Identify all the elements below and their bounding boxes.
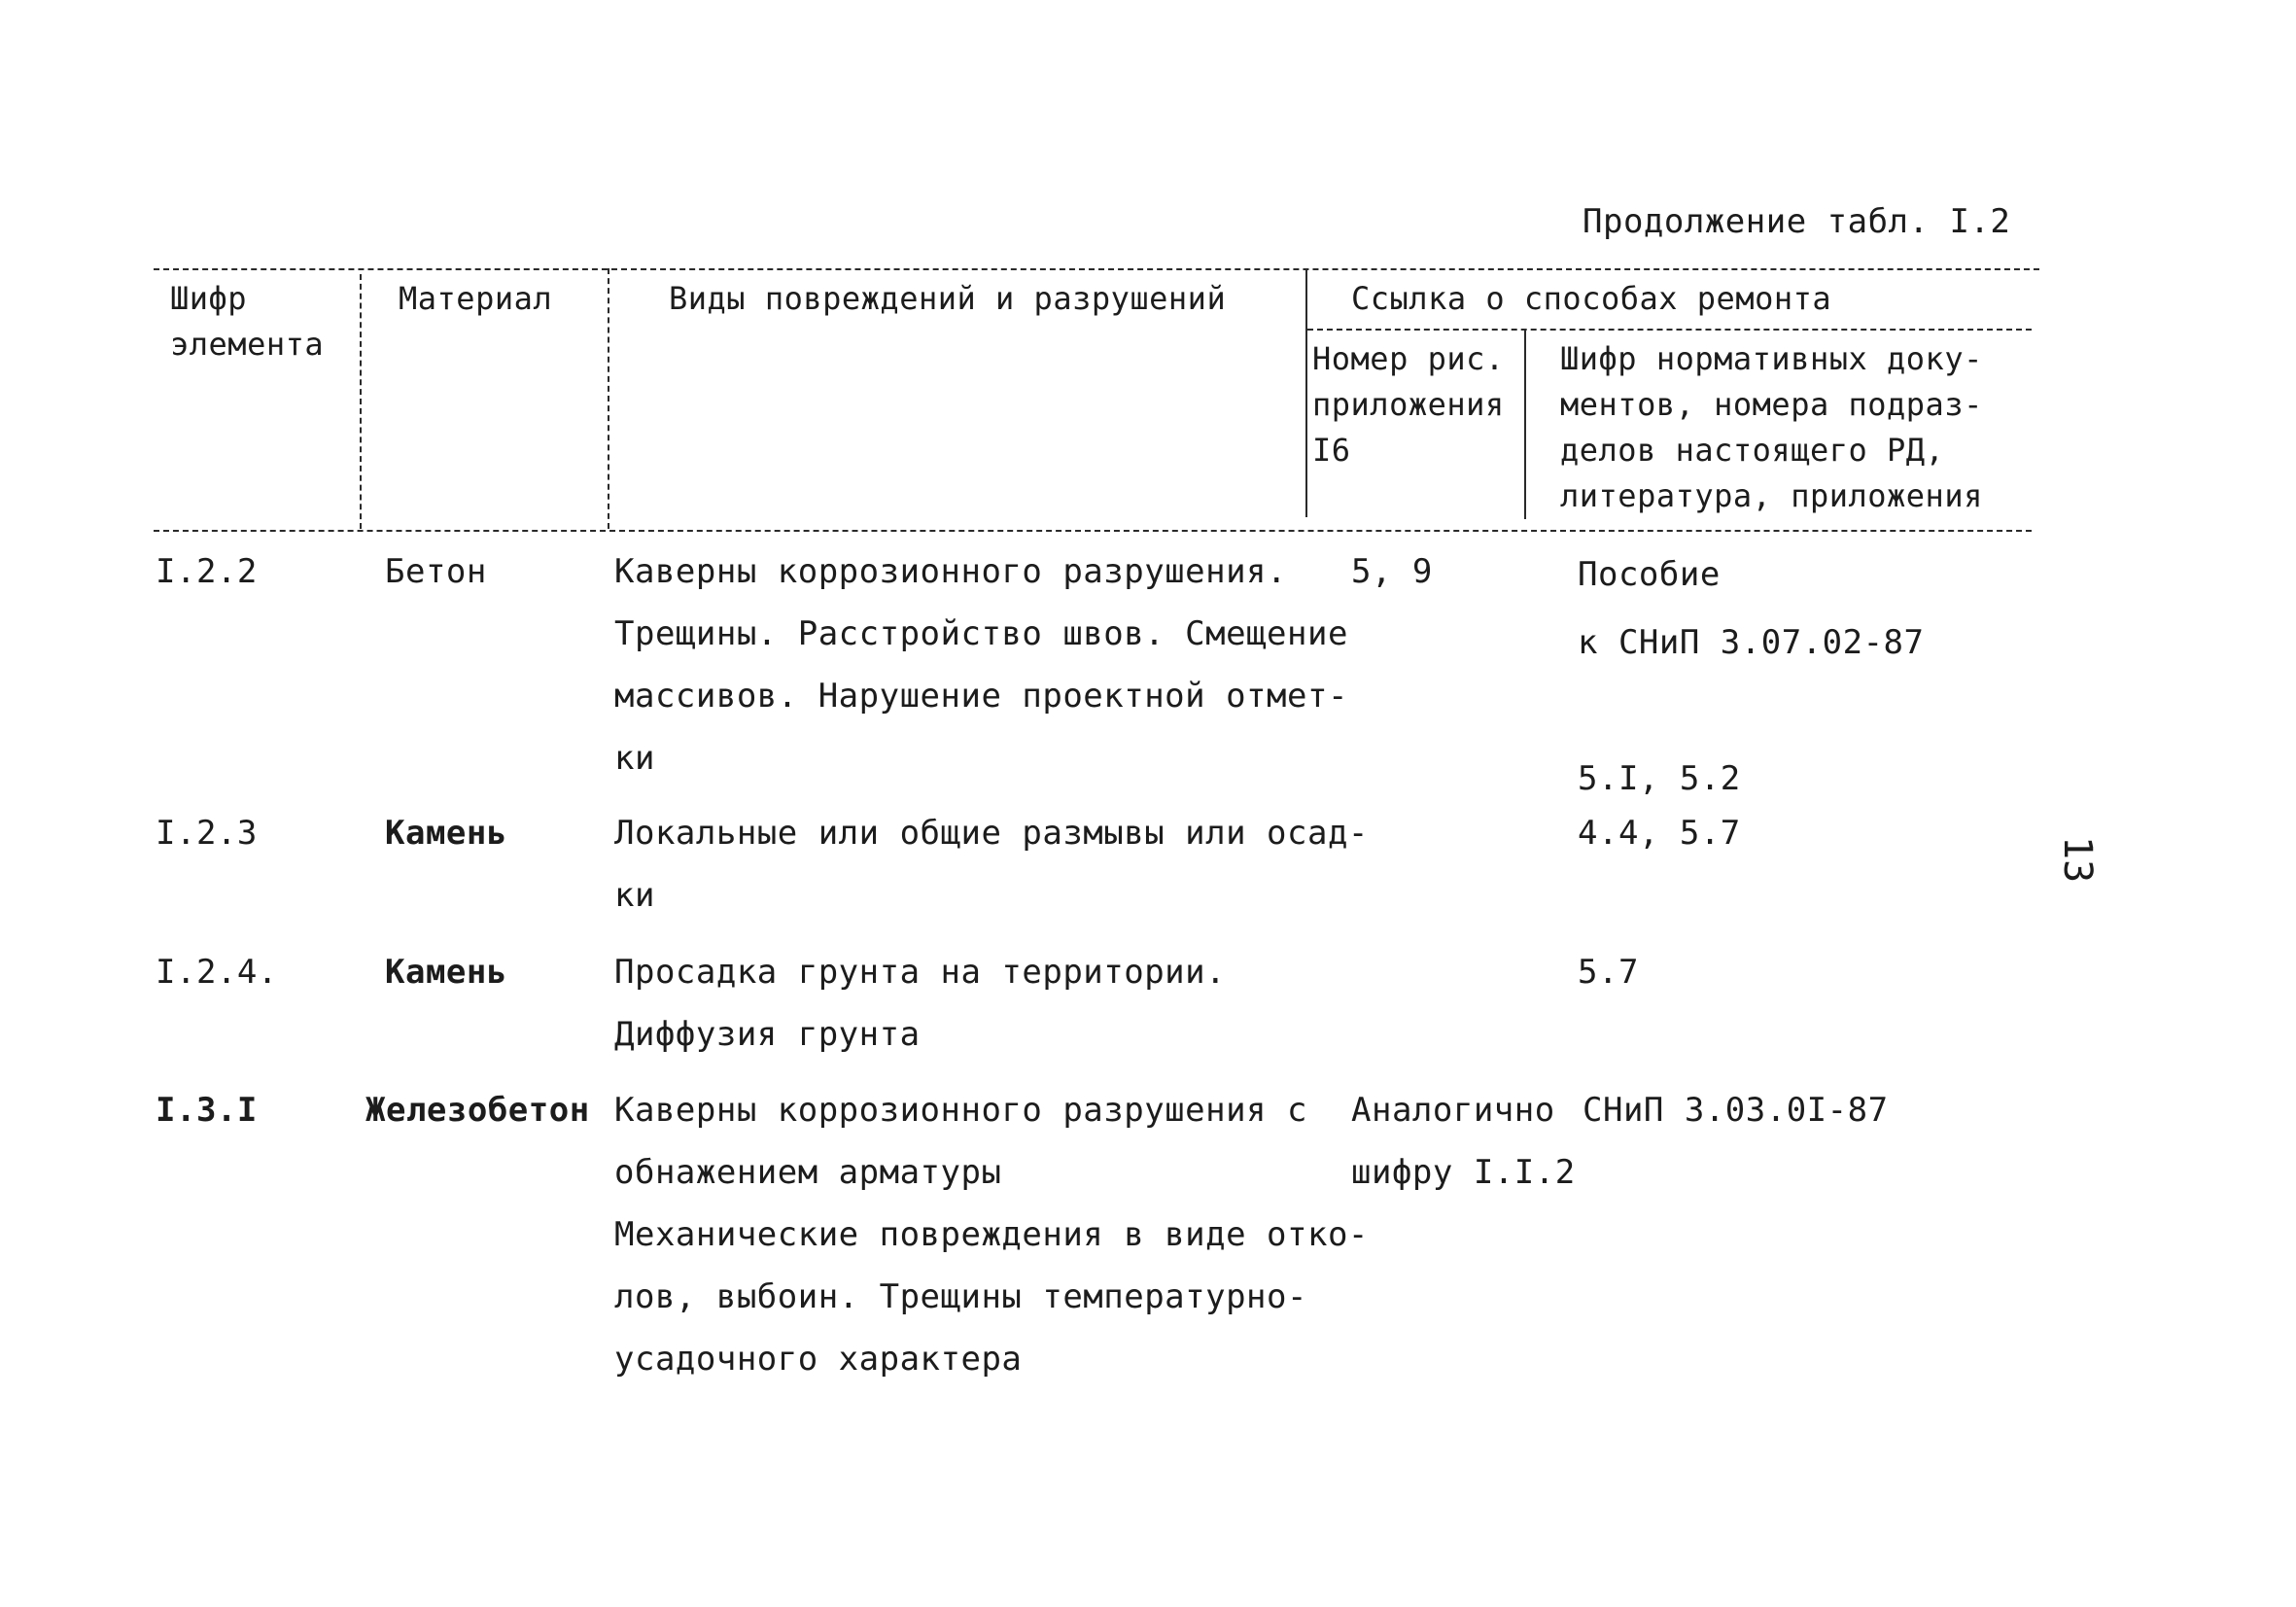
row-3-damage: Просадка грунта на территории. Диффузия грунта bbox=[614, 953, 1227, 1054]
row-1-damage: Каверны коррозионного разрушения. Трещины. Расстройство швов. Смещение массивов. Нарушение проектной отмет- ки bbox=[614, 552, 1348, 778]
row-3-code: I.2.4. bbox=[156, 953, 278, 992]
row-3-material: Камень bbox=[385, 953, 507, 992]
row-1-code: I.2.2 bbox=[156, 552, 258, 591]
reference-subheader-rule bbox=[1307, 329, 2032, 331]
header-normative-documents: Шифр нормативных доку- ментов, номера подраз- делов настоящего РД, литература, приложения bbox=[1560, 340, 1983, 514]
row-4-material: Железобетон bbox=[365, 1091, 590, 1130]
row-4-figure: Аналогично шифру I.I.2 bbox=[1351, 1091, 1576, 1192]
row-4-damage: Каверны коррозионного разрушения с обнажением арматуры Механические повреждения в виде отко- лов, выбоин. Трещины температурно- усадочного характера bbox=[614, 1091, 1369, 1379]
table-top-rule bbox=[154, 268, 2039, 270]
header-code: Шифр элемента bbox=[170, 280, 325, 363]
page-number: 13 bbox=[2055, 836, 2100, 884]
row-1-material: Бетон bbox=[385, 552, 487, 591]
column-divider-4 bbox=[1524, 331, 1526, 519]
header-reference-group: Ссылка о способах ремонта bbox=[1351, 280, 1832, 317]
header-figure-number: Номер рис. приложения I6 bbox=[1312, 340, 1505, 469]
column-divider-1 bbox=[360, 274, 362, 529]
row-1-reference: Пособие к СНиП 3.07.02-87 5.I, 5.2 bbox=[1578, 555, 1925, 798]
header-material: Материал bbox=[399, 280, 553, 317]
row-2-damage: Локальные или общие размывы или осад- ки bbox=[614, 814, 1369, 915]
row-3-reference: 5.7 bbox=[1578, 953, 1639, 992]
row-4-code: I.3.I bbox=[156, 1091, 258, 1130]
column-divider-2 bbox=[608, 268, 609, 529]
column-divider-3 bbox=[1305, 268, 1307, 517]
header-damage: Виды повреждений и разрушений bbox=[669, 280, 1227, 317]
row-1-figure: 5, 9 bbox=[1351, 552, 1433, 591]
header-bottom-rule bbox=[154, 530, 2032, 532]
row-2-code: I.2.3 bbox=[156, 814, 258, 853]
table-caption: Продолжение табл. I.2 bbox=[1583, 202, 2011, 241]
row-2-reference: 4.4, 5.7 bbox=[1578, 814, 1741, 853]
row-4-reference: СНиП 3.03.0I-87 bbox=[1583, 1091, 1889, 1130]
row-2-material: Камень bbox=[385, 814, 507, 853]
